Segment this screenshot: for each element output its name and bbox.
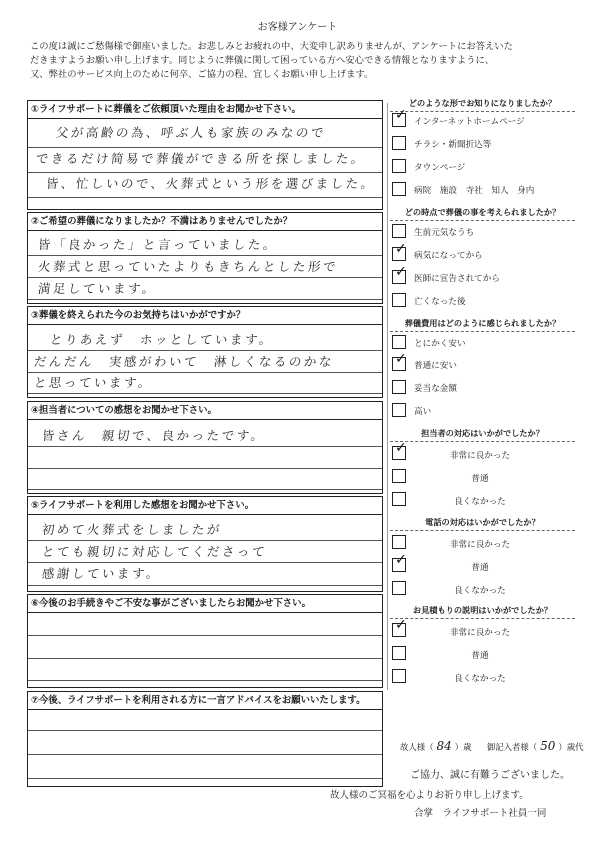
handwritten-answer: できるだけ简易で葬儀ができる所を探しました。 (35, 151, 367, 166)
option-label: 高い (414, 407, 432, 417)
question-4-label: ④担当者についての感想をお聞かせ下さい。 (28, 402, 382, 420)
answer-line (28, 730, 382, 731)
question-7-box (27, 691, 383, 787)
answer-line (28, 299, 382, 300)
option-label: 病院 施設 寺社 知人 身内 (414, 186, 535, 196)
checkbox-staff-poor[interactable] (392, 492, 406, 506)
question-3-label: ③葬儀を終えられた今のお気持ちはいかがですか？ (28, 307, 382, 325)
answer-line (28, 350, 382, 351)
check-icon: ✓ (395, 440, 407, 456)
answer-line (28, 197, 382, 198)
option-label: 普通に安い (414, 361, 457, 371)
answer-line (28, 658, 382, 659)
check-icon: ✓ (395, 617, 407, 633)
option-label: 非常に良かった (449, 540, 511, 550)
section-heading-timing: どの時点で葬儀の事を考えられましたか？ (390, 207, 575, 221)
checkbox-townpage[interactable] (392, 159, 406, 173)
deceased-age-value[interactable]: 84 (436, 739, 452, 753)
section-heading-staff: 担当者の対応はいかがでしたか？ (390, 428, 575, 442)
option-label: 亡くなった後 (414, 297, 466, 307)
question-6-box (27, 594, 383, 688)
handwritten-answer: 満足しています。 (37, 281, 158, 296)
answer-line (28, 635, 382, 636)
checkbox-expensive[interactable] (392, 403, 406, 417)
question-2-label: ②ご希望の葬儀になりましたか？不満はありませんでしたか？ (28, 213, 382, 231)
checkbox-after-diagnosis[interactable] (392, 264, 407, 284)
option-label: とにかく安い (414, 339, 466, 349)
answer-line (28, 147, 382, 148)
intro-text (30, 40, 570, 82)
answer-line (28, 277, 382, 278)
answer-line (28, 468, 382, 469)
handwritten-answer: とりあえず ホッとしています。 (49, 332, 275, 347)
handwritten-answer: 初めて火葬式をしましたが (41, 522, 223, 537)
question-2-box (27, 212, 383, 304)
question-1-box (27, 100, 383, 210)
intro-line: だきますようお願い申し上げます。同じように葬儀に関して困っている方へ安心できる情報となりますように、 (30, 55, 495, 66)
option-label: タウンページ (414, 163, 466, 173)
checkbox-estimate-excellent[interactable] (392, 617, 407, 637)
checkbox-phone-poor[interactable] (392, 581, 406, 595)
answer-line (28, 172, 382, 173)
handwritten-answer: 感謝しています。 (41, 566, 162, 581)
answer-line (28, 446, 382, 447)
option-label: 普通 (471, 563, 489, 573)
check-icon: ✓ (395, 241, 407, 257)
checkbox-staff-excellent[interactable] (392, 440, 407, 460)
deceased-age-label: 故人様（ (400, 742, 434, 752)
checkbox-estimate-poor[interactable] (392, 669, 406, 683)
answer-line (28, 585, 382, 586)
option-label: 普通 (471, 651, 489, 661)
answer-line (28, 489, 382, 490)
checkbox-flyer[interactable] (392, 136, 406, 150)
checkbox-reasonably-cheap[interactable] (392, 351, 407, 371)
writer-age-value[interactable]: 50 (540, 739, 556, 753)
intro-line: 又、弊社のサービス向上のために何卒、ご協力の程、宜しくお願い申し上げます。 (30, 69, 374, 80)
checkbox-fair-price[interactable] (392, 380, 406, 394)
section-heading-estimate: お見積もりの説明はいかがでしたか？ (390, 605, 575, 619)
checkbox-estimate-average[interactable] (392, 646, 406, 660)
question-5-label: ⑤ライフサポートを利用した感想をお聞かせ下さい。 (28, 497, 382, 515)
question-4-box (27, 401, 383, 494)
handwritten-answer: 皆さん 親切で、良かったです。 (41, 428, 267, 443)
checkbox-after-illness[interactable] (392, 241, 407, 261)
signature: 合掌 ライフサポート社員一同 (414, 808, 547, 819)
checkbox-very-cheap[interactable] (392, 335, 406, 349)
option-label: 生前元気なうち (414, 228, 475, 238)
checkbox-while-healthy[interactable] (392, 224, 406, 238)
checkbox-acquaintance[interactable] (392, 182, 406, 196)
intro-line: この度は誠にご愁傷様で御座いました。お悲しみとお疲れの中、大変申し訳ありませんが、アンケートにお答えいた (30, 41, 513, 52)
writer-age-label: 御記入者様（ (486, 742, 538, 752)
handwritten-answer: だんだん 実感がわいて 淋しくなるのかな (33, 354, 335, 369)
handwritten-answer: 皆「良かった」と言っていました。 (37, 237, 279, 252)
handwritten-answer: とても親切に対応してくださって (41, 544, 268, 559)
checkbox-after-death[interactable] (392, 293, 406, 307)
option-label: 良くなかった (454, 674, 506, 684)
question-3-box (27, 306, 383, 398)
checkbox-phone-excellent[interactable] (392, 535, 406, 549)
age-field (400, 739, 584, 753)
condolence-message: 故人様のご冥福を心よりお祈り申し上げます。 (330, 790, 529, 801)
checkbox-phone-average[interactable] (392, 552, 407, 572)
answer-line (28, 562, 382, 563)
option-label: チラシ・新聞折込等 (414, 140, 492, 150)
option-label: 病気になってから (414, 251, 483, 261)
answer-line (28, 754, 382, 755)
option-label: 良くなかった (454, 586, 506, 596)
handwritten-answer: と思っています。 (33, 375, 154, 390)
option-label: 良くなかった (454, 497, 506, 507)
answer-line (28, 778, 382, 779)
section-heading-source: どのような形でお知りになりましたか？ (390, 98, 575, 112)
option-label: インターネットホームページ (414, 117, 525, 127)
page-title: お客様アンケート (257, 22, 338, 33)
answer-line (28, 255, 382, 256)
checkbox-internet[interactable] (392, 107, 407, 127)
check-icon: ✓ (395, 552, 407, 568)
option-label: 非常に良かった (449, 628, 511, 638)
handwritten-answer: 皆、忙しいので、火葬式という形を選びました。 (45, 176, 377, 191)
option-label: 普通 (471, 474, 489, 484)
handwritten-answer: 火葬式と思っていたよりもきちんとした形で (37, 259, 339, 274)
option-label: 医師に宣告されてから (414, 274, 500, 284)
thanks-message: ご協力、誠に有難うございました。 (410, 770, 570, 781)
section-heading-phone: 電話の対応はいかがでしたか？ (390, 517, 575, 531)
option-label: 非常に良かった (449, 451, 511, 461)
question-5-box (27, 496, 383, 592)
option-label: 妥当な金額 (414, 384, 457, 394)
deceased-age-suffix: ）歳 (454, 742, 472, 752)
answer-line (28, 680, 382, 681)
check-icon: ✓ (395, 264, 407, 280)
question-6-label: ⑥今後のお手続きやご不安な事がございましたらお聞かせ下さい。 (28, 595, 382, 613)
writer-age-suffix: ）歳代 (558, 742, 584, 752)
check-icon: ✓ (395, 351, 407, 367)
handwritten-answer: 父が高齢の為、呼ぶ人も家族のみなので (55, 125, 327, 140)
question-7-label: ⑦今後、ライフサポートを利用される方に一言アドバイスをお願いいたします。 (28, 692, 382, 710)
checkbox-staff-average[interactable] (392, 469, 406, 483)
answer-line (28, 540, 382, 541)
check-icon: ✓ (395, 107, 407, 123)
answer-line (28, 393, 382, 394)
question-1-label: ①ライフサポートに葬儀をご依頼頂いた理由をお聞かせ下さい。 (28, 101, 382, 119)
column-divider (387, 103, 388, 690)
section-heading-cost: 葬儀費用はどのように感じられましたか？ (390, 318, 575, 332)
